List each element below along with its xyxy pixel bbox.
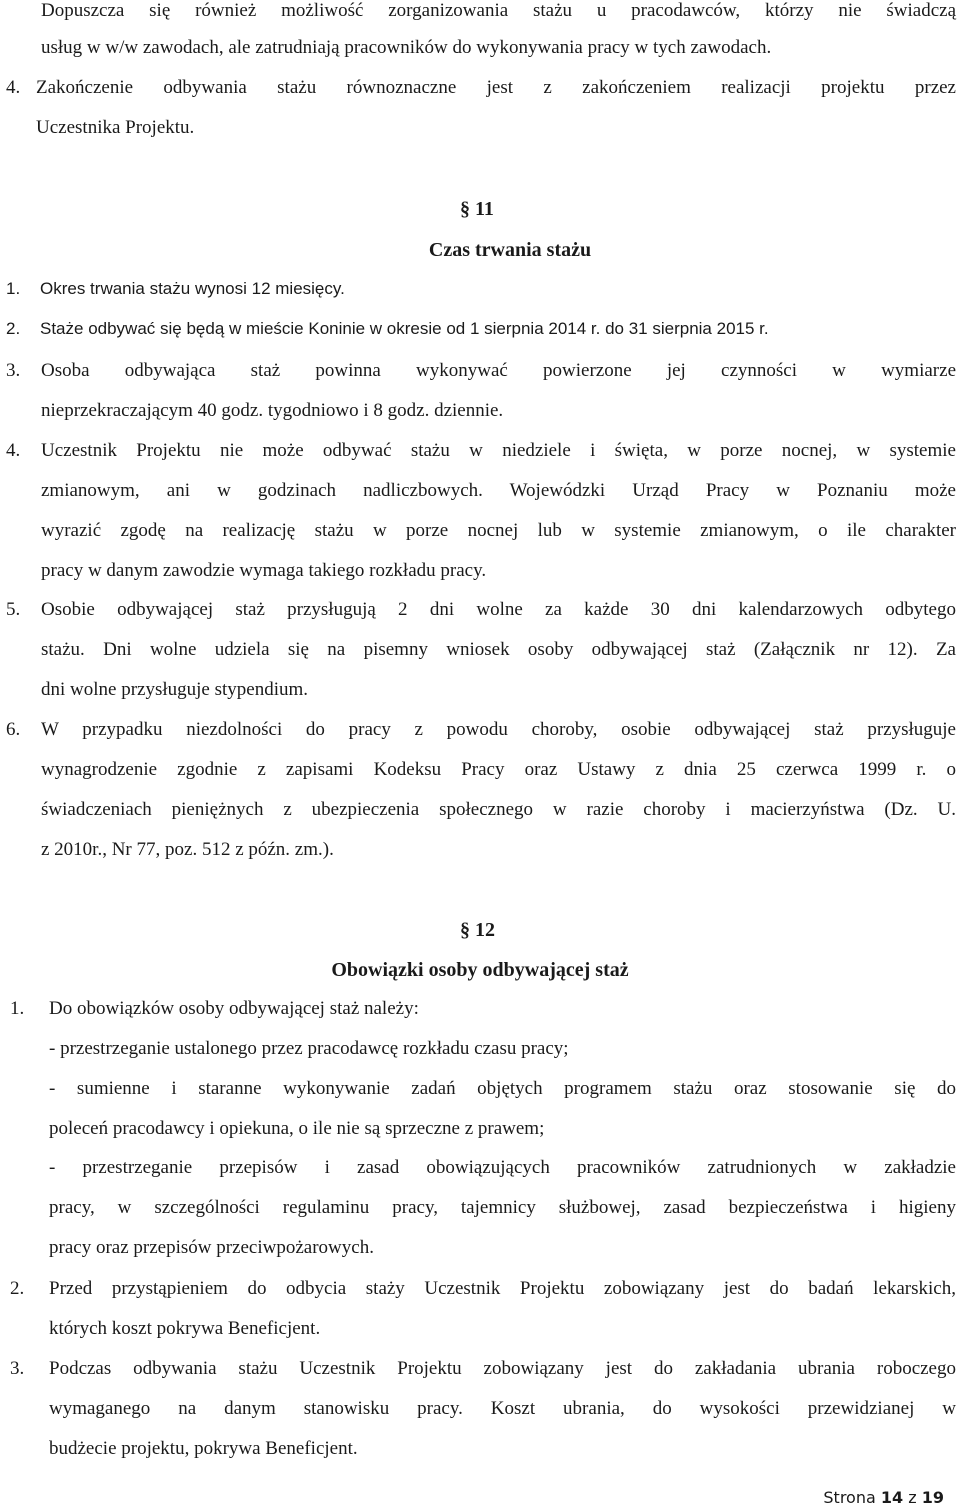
list-item: poleceń pracodawcy i opiekuna, o ile nie są sprzeczne z prawem; [49,1118,545,1139]
list-item: Do obowiązków osoby odbywającej staż należy: [49,998,419,1019]
item-number: 2. [10,1278,25,1299]
item-number: 4. [6,77,21,98]
intro-line: usług w w/w zawodach, ale zatrudniają pracowników do wykonywania pracy w tych zawodach. [41,37,772,58]
list-item: pracy oraz przepisów przeciwpożarowych. [49,1237,374,1258]
intro-line: Dopuszcza się również możliwość zorganizowania stażu u pracodawców, którzy nie świadczą [41,0,956,21]
section-11-sign: § 11 [460,198,494,220]
section-12-sign: § 12 [460,919,495,941]
item-number: 3. [6,360,21,381]
list-item: wymaganego na danym stanowisku pracy. Koszt ubrania, do wysokości przewidzianej w [49,1398,956,1419]
list-item: świadczeniach pieniężnych z ubezpieczenia społecznego w razie choroby i macierzyństwa (Dz. U. [41,799,956,820]
list-item: Uczestnik Projektu nie może odbywać stażu w niedziele i święta, w porze nocnej, w systemie [41,440,956,461]
list-item: Przed przystąpieniem do odbycia staży Uczestnik Projektu zobowiązany jest do badań lekarskich, [49,1278,956,1299]
section-11-title: Czas trwania stażu [428,239,592,261]
list-item: pracy w danym zawodzie wymaga takiego rozkładu pracy. [41,560,487,581]
list-item: - przestrzeganie ustalonego przez pracodawcę rozkładu czasu pracy; [49,1038,569,1059]
intro-line: Uczestnika Projektu. [36,117,195,138]
list-item: Okres trwania stażu wynosi 12 miesięcy. [40,279,345,298]
item-number: 6. [6,719,21,740]
item-number: 2. [6,319,21,338]
list-item: - sumienne i staranne wykonywanie zadań objętych programem stażu oraz stosowanie się do [49,1078,956,1099]
list-item: pracy, w szczególności regulaminu pracy, tajemnicy służbowej, zasad bezpieczeństwa i higieny [49,1197,956,1218]
list-item: Osoba odbywająca staż powinna wykonywać powierzone jej czynności w wymiarze [41,360,956,381]
list-item: wyrazić zgodę na realizację stażu w porze nocnej lub w systemie zmianowym, o ile charakter [41,520,956,541]
page-footer [823,1488,944,1508]
footer-separator: z [908,1488,917,1507]
list-item: Staże odbywać się będą w mieście Koninie w okresie od 1 sierpnia 2014 r. do 31 sierpnia 2015 r. [40,319,769,338]
footer-prefix: Strona [823,1488,876,1507]
list-item: Podczas odbywania stażu Uczestnik Projektu zobowiązany jest do zakładania ubrania roboczego [49,1358,956,1379]
list-item: Osobie odbywającej staż przysługują 2 dni wolne za każde 30 dni kalendarzowych odbytego [41,599,956,620]
item-number: 1. [6,279,21,298]
list-item: - przestrzeganie przepisów i zasad obowiązujących pracowników zatrudnionych w zakładzie [49,1157,956,1178]
footer-page-total: 19 [921,1488,944,1507]
section-12-title: Obowiązki osoby odbywającej staż [331,959,629,981]
list-item: W przypadku niezdolności do pracy z powodu choroby, osobie odbywającej staż przysługuje [41,719,956,740]
list-item: stażu. Dni wolne udziela się na pisemny wniosek osoby odbywającej staż (Załącznik nr 12). Za [41,639,956,660]
item-number: 3. [10,1358,25,1379]
list-item: z 2010r., Nr 77, poz. 512 z późn. zm.). [41,839,334,860]
item-number: 1. [10,998,25,1019]
item-number: 5. [6,599,21,620]
list-item: których koszt pokrywa Beneficjent. [49,1318,321,1339]
footer-page-number: 14 [880,1488,904,1507]
list-item: zmianowym, ani w godzinach nadliczbowych. Wojewódzki Urząd Pracy w Poznaniu może [41,480,956,501]
item-number: 4. [6,440,21,461]
intro-line: Zakończenie odbywania stażu równoznaczne jest z zakończeniem realizacji projektu przez [36,77,956,98]
list-item: dni wolne przysługuje stypendium. [41,679,309,700]
list-item: nieprzekraczającym 40 godz. tygodniowo i 8 godz. dziennie. [41,400,504,421]
list-item: wynagrodzenie zgodnie z zapisami Kodeksu Pracy oraz Ustawy z dnia 25 czerwca 1999 r. o [41,759,956,780]
list-item: budżecie projektu, pokrywa Beneficjent. [49,1438,358,1459]
